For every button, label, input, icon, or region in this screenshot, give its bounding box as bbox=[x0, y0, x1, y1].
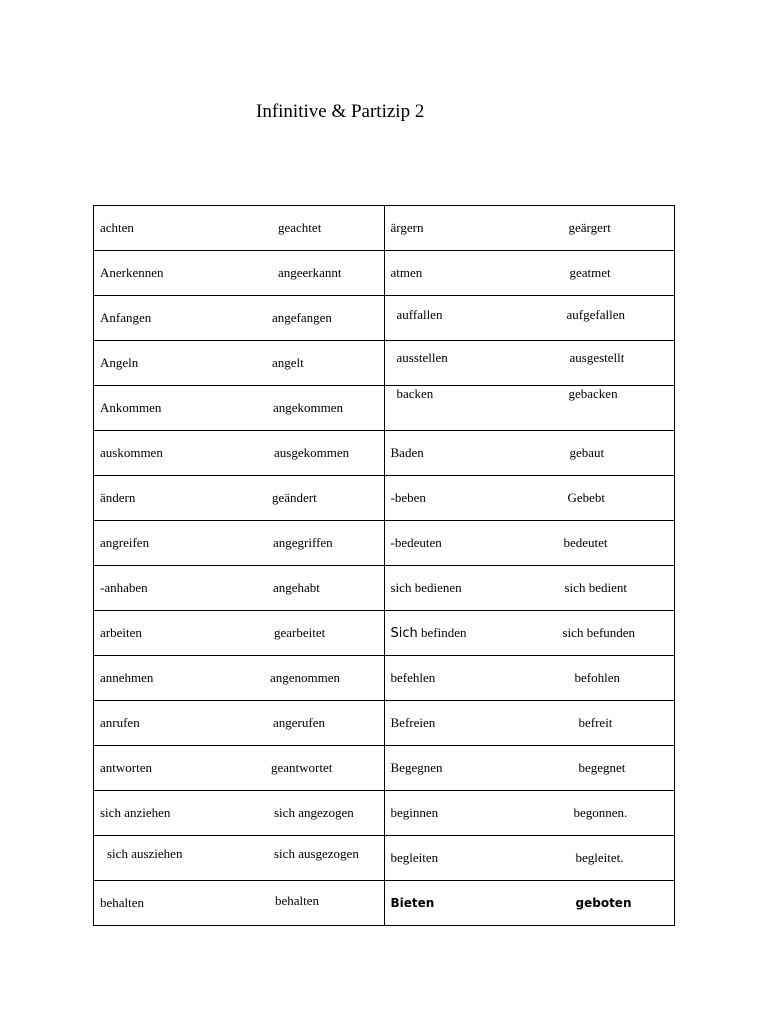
infinitive-text: angreifen bbox=[100, 535, 150, 550]
partizip-text: geachtet bbox=[278, 220, 322, 235]
table-cell-left bbox=[94, 206, 385, 251]
infinitive-text: Sich befinden bbox=[390, 625, 467, 641]
table-cell-right bbox=[384, 791, 675, 836]
table-row bbox=[94, 746, 675, 791]
table-row bbox=[94, 656, 675, 701]
table-cell-right bbox=[384, 341, 675, 386]
table-cell-left bbox=[94, 341, 385, 386]
partizip-text: behalten bbox=[275, 893, 320, 908]
partizip-text: Gebebt bbox=[567, 490, 606, 505]
partizip-text: geantwortet bbox=[271, 760, 333, 775]
partizip-text: sich befunden bbox=[562, 625, 636, 640]
partizip-text: angekommen bbox=[273, 400, 344, 415]
partizip-text: gebacken bbox=[568, 386, 618, 401]
table-cell-right bbox=[384, 656, 675, 701]
infinitive-text: -anhaben bbox=[100, 580, 148, 595]
partizip-text: angegriffen bbox=[273, 535, 333, 550]
table-row bbox=[94, 566, 675, 611]
table-row bbox=[94, 476, 675, 521]
table-cell-left bbox=[94, 251, 385, 296]
partizip-text: geärgert bbox=[568, 220, 611, 235]
infinitive-text: auffallen bbox=[396, 307, 443, 322]
table-row bbox=[94, 791, 675, 836]
partizip-text: geändert bbox=[272, 490, 317, 505]
infinitive-text: Baden bbox=[390, 445, 424, 460]
table-cell-left bbox=[94, 566, 385, 611]
infinitive-text: arbeiten bbox=[100, 625, 142, 640]
infinitive-text: ändern bbox=[100, 490, 136, 505]
infinitive-text: Anerkennen bbox=[100, 265, 164, 280]
partizip-text: begonnen. bbox=[573, 805, 628, 820]
infinitive-text: ärgern bbox=[390, 220, 424, 235]
table-row bbox=[94, 251, 675, 296]
table-cell-right bbox=[384, 881, 675, 926]
partizip-text: befreit bbox=[578, 715, 613, 730]
partizip-text: sich angezogen bbox=[274, 805, 354, 820]
infinitive-text: Befreien bbox=[390, 715, 436, 730]
partizip-text: gearbeitet bbox=[274, 625, 326, 640]
infinitive-text: antworten bbox=[100, 760, 152, 775]
infinitive-text: behalten bbox=[100, 895, 145, 910]
table-cell-right bbox=[384, 476, 675, 521]
infinitive-text: anrufen bbox=[100, 715, 140, 730]
partizip-text: geboten bbox=[575, 896, 632, 910]
partizip-text: sich ausgezogen bbox=[274, 846, 359, 861]
partizip-text: bedeutet bbox=[563, 535, 608, 550]
partizip-text: befohlen bbox=[574, 670, 620, 685]
table-row bbox=[94, 386, 675, 431]
table-cell-right bbox=[384, 566, 675, 611]
table-row bbox=[94, 881, 675, 926]
infinitive-text: auskommen bbox=[100, 445, 163, 460]
infinitive-text: sich bedienen bbox=[390, 580, 462, 595]
infinitive-text: backen bbox=[396, 386, 434, 401]
infinitive-text: ausstellen bbox=[396, 350, 448, 365]
table-cell-left bbox=[94, 386, 385, 431]
infinitive-text: achten bbox=[100, 220, 134, 235]
partizip-text: ausgestellt bbox=[569, 350, 625, 365]
infinitive-text: Begegnen bbox=[390, 760, 443, 775]
table-row bbox=[94, 701, 675, 746]
partizip-text: sich bedient bbox=[564, 580, 627, 595]
page-title: Infinitive & Partizip 2 bbox=[256, 101, 425, 122]
table-cell-right bbox=[384, 431, 675, 476]
table-cell-left bbox=[94, 791, 385, 836]
infinitive-text: Ankommen bbox=[100, 400, 162, 415]
table-cell-left bbox=[94, 296, 385, 341]
table-cell-left bbox=[94, 476, 385, 521]
table-cell-right bbox=[384, 206, 675, 251]
table-cell-left bbox=[94, 521, 385, 566]
table-cell-right bbox=[384, 521, 675, 566]
partizip-text: angehabt bbox=[273, 580, 320, 595]
infinitive-text: Anfangen bbox=[100, 310, 152, 325]
table-cell-left bbox=[94, 656, 385, 701]
infinitive-text: Angeln bbox=[100, 355, 139, 370]
table-cell-left bbox=[94, 611, 385, 656]
vocab-table bbox=[93, 205, 675, 926]
table-cell-right bbox=[384, 836, 675, 881]
partizip-text: angefangen bbox=[272, 310, 332, 325]
infinitive-text: begleiten bbox=[390, 850, 439, 865]
partizip-text: aufgefallen bbox=[566, 307, 625, 322]
infinitive-text: sich anziehen bbox=[100, 805, 171, 820]
infinitive-text: beginnen bbox=[390, 805, 439, 820]
table-row bbox=[94, 296, 675, 341]
table-row bbox=[94, 611, 675, 656]
partizip-text: begleitet. bbox=[575, 850, 624, 865]
table-cell-right bbox=[384, 251, 675, 296]
table-cell-right bbox=[384, 611, 675, 656]
infinitive-text: befehlen bbox=[390, 670, 436, 685]
partizip-text: begegnet bbox=[578, 760, 626, 775]
table-row bbox=[94, 206, 675, 251]
table-row bbox=[94, 836, 675, 881]
infinitive-text: sich ausziehen bbox=[107, 846, 183, 861]
partizip-text: gebaut bbox=[569, 445, 605, 460]
table-cell-right bbox=[384, 701, 675, 746]
partizip-text: angerufen bbox=[273, 715, 325, 730]
partizip-text: angeerkannt bbox=[278, 265, 342, 280]
infinitive-text: -bedeuten bbox=[390, 535, 442, 550]
table-cell-right bbox=[384, 296, 675, 341]
table-cell-right bbox=[384, 386, 675, 431]
table-body bbox=[94, 206, 675, 926]
partizip-text: ausgekommen bbox=[274, 445, 350, 460]
infinitive-text: -beben bbox=[390, 490, 426, 505]
partizip-text: geatmet bbox=[569, 265, 611, 280]
table-row bbox=[94, 431, 675, 476]
partizip-text: angenommen bbox=[270, 670, 341, 685]
table-cell-left bbox=[94, 701, 385, 746]
table-cell-left bbox=[94, 746, 385, 791]
partizip-text: angelt bbox=[272, 355, 304, 370]
infinitive-text: annehmen bbox=[100, 670, 154, 685]
table-cell-left bbox=[94, 431, 385, 476]
table-cell-right bbox=[384, 746, 675, 791]
table-cell-left bbox=[94, 836, 385, 881]
table-row bbox=[94, 521, 675, 566]
table-cell-left bbox=[94, 881, 385, 926]
infinitive-text: atmen bbox=[390, 265, 423, 280]
table-row bbox=[94, 341, 675, 386]
infinitive-text: Bieten bbox=[390, 896, 435, 910]
